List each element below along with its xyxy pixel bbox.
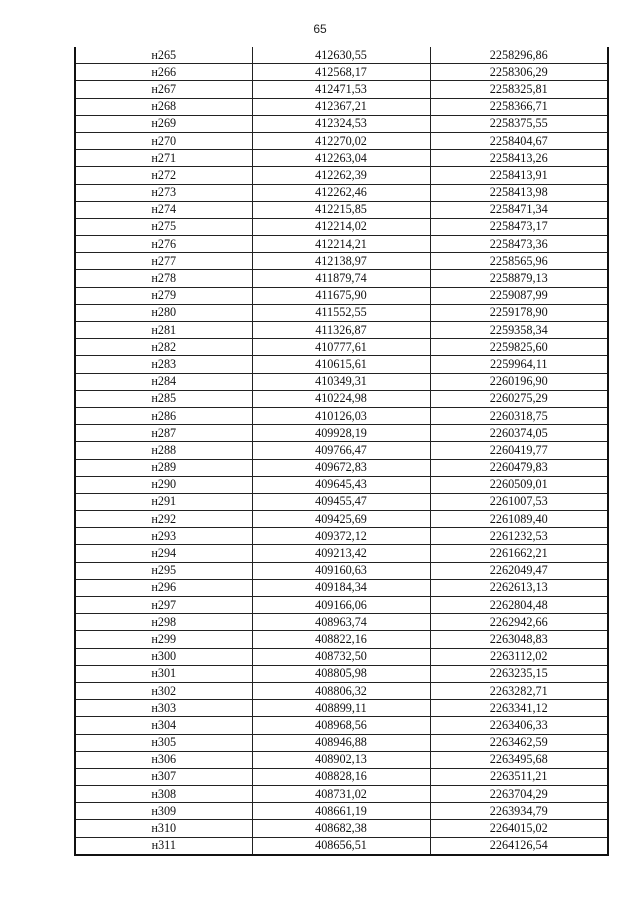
y-coordinate-cell: 2261089,40: [430, 511, 608, 528]
x-coordinate-cell: 410126,03: [252, 407, 430, 424]
point-id-cell: н296: [75, 579, 252, 596]
y-coordinate-cell: 2258375,55: [430, 115, 608, 132]
table-row: [75, 98, 608, 115]
y-coordinate-cell: 2263048,83: [430, 631, 608, 648]
point-id-cell: н310: [75, 820, 252, 837]
table-row: [75, 631, 608, 648]
point-id-cell: н271: [75, 150, 252, 167]
y-coordinate-cell: 2260374,05: [430, 425, 608, 442]
y-coordinate-cell: 2260419,77: [430, 442, 608, 459]
y-coordinate-cell: 2258471,34: [430, 201, 608, 218]
table-row: [75, 184, 608, 201]
point-id-cell: н302: [75, 682, 252, 699]
table-row: [75, 64, 608, 81]
x-coordinate-cell: 412138,97: [252, 253, 430, 270]
coordinates-table-body: [75, 47, 608, 855]
point-id-cell: н273: [75, 184, 252, 201]
point-id-cell: н280: [75, 304, 252, 321]
point-id-cell: н311: [75, 837, 252, 855]
x-coordinate-cell: 412270,02: [252, 132, 430, 149]
y-coordinate-cell: 2260275,29: [430, 390, 608, 407]
point-id-cell: н269: [75, 115, 252, 132]
table-row: [75, 322, 608, 339]
table-row: [75, 682, 608, 699]
x-coordinate-cell: 411552,55: [252, 304, 430, 321]
table-row: [75, 132, 608, 149]
y-coordinate-cell: 2258325,81: [430, 81, 608, 98]
table-row: [75, 493, 608, 510]
table-row: [75, 614, 608, 631]
x-coordinate-cell: 409928,19: [252, 425, 430, 442]
x-coordinate-cell: 412262,46: [252, 184, 430, 201]
y-coordinate-cell: 2263406,33: [430, 717, 608, 734]
table-row: [75, 837, 608, 855]
y-coordinate-cell: 2259825,60: [430, 339, 608, 356]
point-id-cell: н282: [75, 339, 252, 356]
point-id-cell: н265: [75, 47, 252, 64]
y-coordinate-cell: 2260479,83: [430, 459, 608, 476]
table-row: [75, 47, 608, 64]
table-row: [75, 717, 608, 734]
y-coordinate-cell: 2263704,29: [430, 786, 608, 803]
table-row: [75, 751, 608, 768]
x-coordinate-cell: 408731,02: [252, 786, 430, 803]
x-coordinate-cell: 409672,83: [252, 459, 430, 476]
point-id-cell: н277: [75, 253, 252, 270]
table-row: [75, 253, 608, 270]
x-coordinate-cell: 408899,11: [252, 700, 430, 717]
point-id-cell: н303: [75, 700, 252, 717]
table-row: [75, 786, 608, 803]
table-row: [75, 287, 608, 304]
x-coordinate-cell: 410224,98: [252, 390, 430, 407]
table-row: [75, 201, 608, 218]
y-coordinate-cell: 2260196,90: [430, 373, 608, 390]
x-coordinate-cell: 410349,31: [252, 373, 430, 390]
point-id-cell: н304: [75, 717, 252, 734]
y-coordinate-cell: 2259087,99: [430, 287, 608, 304]
x-coordinate-cell: 412262,39: [252, 167, 430, 184]
y-coordinate-cell: 2258404,67: [430, 132, 608, 149]
x-coordinate-cell: 412263,04: [252, 150, 430, 167]
y-coordinate-cell: 2262613,13: [430, 579, 608, 596]
x-coordinate-cell: 409160,63: [252, 562, 430, 579]
point-id-cell: н306: [75, 751, 252, 768]
y-coordinate-cell: 2262804,48: [430, 597, 608, 614]
x-coordinate-cell: 408822,16: [252, 631, 430, 648]
table-row: [75, 390, 608, 407]
y-coordinate-cell: 2263495,68: [430, 751, 608, 768]
y-coordinate-cell: 2261232,53: [430, 528, 608, 545]
point-id-cell: н307: [75, 768, 252, 785]
point-id-cell: н291: [75, 493, 252, 510]
point-id-cell: н300: [75, 648, 252, 665]
table-row: [75, 459, 608, 476]
table-row: [75, 236, 608, 253]
y-coordinate-cell: 2263934,79: [430, 803, 608, 820]
point-id-cell: н299: [75, 631, 252, 648]
y-coordinate-cell: 2263341,12: [430, 700, 608, 717]
point-id-cell: н285: [75, 390, 252, 407]
table-row: [75, 511, 608, 528]
point-id-cell: н266: [75, 64, 252, 81]
y-coordinate-cell: 2261007,53: [430, 493, 608, 510]
point-id-cell: н288: [75, 442, 252, 459]
point-id-cell: н283: [75, 356, 252, 373]
y-coordinate-cell: 2258306,29: [430, 64, 608, 81]
x-coordinate-cell: 408946,88: [252, 734, 430, 751]
page-number: 65: [313, 22, 327, 36]
y-coordinate-cell: 2263282,71: [430, 682, 608, 699]
point-id-cell: н267: [75, 81, 252, 98]
point-id-cell: н275: [75, 218, 252, 235]
table-row: [75, 734, 608, 751]
x-coordinate-cell: 409645,43: [252, 476, 430, 493]
table-row: [75, 304, 608, 321]
table-row: [75, 597, 608, 614]
x-coordinate-cell: 412324,53: [252, 115, 430, 132]
point-id-cell: н309: [75, 803, 252, 820]
x-coordinate-cell: 409455,47: [252, 493, 430, 510]
point-id-cell: н272: [75, 167, 252, 184]
x-coordinate-cell: 408806,32: [252, 682, 430, 699]
x-coordinate-cell: 412214,02: [252, 218, 430, 235]
point-id-cell: н268: [75, 98, 252, 115]
table-row: [75, 167, 608, 184]
point-id-cell: н274: [75, 201, 252, 218]
y-coordinate-cell: 2263235,15: [430, 665, 608, 682]
point-id-cell: н301: [75, 665, 252, 682]
table-row: [75, 339, 608, 356]
point-id-cell: н305: [75, 734, 252, 751]
point-id-cell: н293: [75, 528, 252, 545]
y-coordinate-cell: 2258296,86: [430, 47, 608, 64]
x-coordinate-cell: 409184,34: [252, 579, 430, 596]
y-coordinate-cell: 2259178,90: [430, 304, 608, 321]
x-coordinate-cell: 408968,56: [252, 717, 430, 734]
y-coordinate-cell: 2258565,96: [430, 253, 608, 270]
x-coordinate-cell: 412215,85: [252, 201, 430, 218]
table-row: [75, 356, 608, 373]
table-row: [75, 562, 608, 579]
y-coordinate-cell: 2258473,36: [430, 236, 608, 253]
table-row: [75, 665, 608, 682]
y-coordinate-cell: 2258413,26: [430, 150, 608, 167]
x-coordinate-cell: 408902,13: [252, 751, 430, 768]
x-coordinate-cell: 408805,98: [252, 665, 430, 682]
x-coordinate-cell: 409372,12: [252, 528, 430, 545]
point-id-cell: н278: [75, 270, 252, 287]
x-coordinate-cell: 408963,74: [252, 614, 430, 631]
x-coordinate-cell: 408661,19: [252, 803, 430, 820]
table-row: [75, 270, 608, 287]
y-coordinate-cell: 2263511,21: [430, 768, 608, 785]
coordinates-table-container: [74, 47, 607, 856]
point-id-cell: н279: [75, 287, 252, 304]
table-row: [75, 648, 608, 665]
table-row: [75, 820, 608, 837]
x-coordinate-cell: 412471,53: [252, 81, 430, 98]
y-coordinate-cell: 2263462,59: [430, 734, 608, 751]
x-coordinate-cell: 409213,42: [252, 545, 430, 562]
point-id-cell: н298: [75, 614, 252, 631]
table-row: [75, 476, 608, 493]
point-id-cell: н287: [75, 425, 252, 442]
y-coordinate-cell: 2259358,34: [430, 322, 608, 339]
point-id-cell: н297: [75, 597, 252, 614]
point-id-cell: н294: [75, 545, 252, 562]
x-coordinate-cell: 410615,61: [252, 356, 430, 373]
table-row: [75, 150, 608, 167]
point-id-cell: н308: [75, 786, 252, 803]
y-coordinate-cell: 2261662,21: [430, 545, 608, 562]
x-coordinate-cell: 412214,21: [252, 236, 430, 253]
x-coordinate-cell: 408656,51: [252, 837, 430, 855]
point-id-cell: н290: [75, 476, 252, 493]
y-coordinate-cell: 2262049,47: [430, 562, 608, 579]
y-coordinate-cell: 2263112,02: [430, 648, 608, 665]
y-coordinate-cell: 2258413,98: [430, 184, 608, 201]
x-coordinate-cell: 410777,61: [252, 339, 430, 356]
x-coordinate-cell: 411326,87: [252, 322, 430, 339]
y-coordinate-cell: 2259964,11: [430, 356, 608, 373]
table-row: [75, 700, 608, 717]
table-row: [75, 579, 608, 596]
y-coordinate-cell: 2260318,75: [430, 407, 608, 424]
table-row: [75, 218, 608, 235]
x-coordinate-cell: 409766,47: [252, 442, 430, 459]
y-coordinate-cell: 2258879,13: [430, 270, 608, 287]
y-coordinate-cell: 2264126,54: [430, 837, 608, 855]
point-id-cell: н295: [75, 562, 252, 579]
table-row: [75, 528, 608, 545]
x-coordinate-cell: 412367,21: [252, 98, 430, 115]
y-coordinate-cell: 2260509,01: [430, 476, 608, 493]
x-coordinate-cell: 409425,69: [252, 511, 430, 528]
point-id-cell: н284: [75, 373, 252, 390]
point-id-cell: н292: [75, 511, 252, 528]
table-row: [75, 803, 608, 820]
x-coordinate-cell: 408682,38: [252, 820, 430, 837]
x-coordinate-cell: 409166,06: [252, 597, 430, 614]
x-coordinate-cell: 412630,55: [252, 47, 430, 64]
point-id-cell: н276: [75, 236, 252, 253]
table-row: [75, 115, 608, 132]
x-coordinate-cell: 408828,16: [252, 768, 430, 785]
y-coordinate-cell: 2258473,17: [430, 218, 608, 235]
coordinates-table: [74, 47, 609, 856]
x-coordinate-cell: 411879,74: [252, 270, 430, 287]
x-coordinate-cell: 408732,50: [252, 648, 430, 665]
point-id-cell: н281: [75, 322, 252, 339]
y-coordinate-cell: 2258366,71: [430, 98, 608, 115]
table-row: [75, 442, 608, 459]
table-row: [75, 768, 608, 785]
table-row: [75, 407, 608, 424]
table-row: [75, 545, 608, 562]
y-coordinate-cell: 2258413,91: [430, 167, 608, 184]
y-coordinate-cell: 2262942,66: [430, 614, 608, 631]
point-id-cell: н270: [75, 132, 252, 149]
x-coordinate-cell: 412568,17: [252, 64, 430, 81]
table-row: [75, 425, 608, 442]
table-row: [75, 81, 608, 98]
table-row: [75, 373, 608, 390]
y-coordinate-cell: 2264015,02: [430, 820, 608, 837]
point-id-cell: н289: [75, 459, 252, 476]
point-id-cell: н286: [75, 407, 252, 424]
x-coordinate-cell: 411675,90: [252, 287, 430, 304]
